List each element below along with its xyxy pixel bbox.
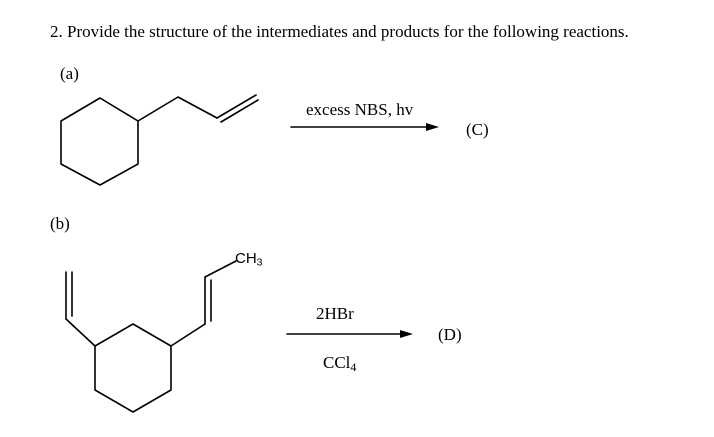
- arrowhead-a: [426, 123, 439, 131]
- part-b-solvent-main: CCl: [323, 353, 351, 372]
- part-a-conditions: excess NBS, hv: [306, 100, 414, 119]
- part-a-product: (C): [466, 120, 489, 139]
- part-b-product: (D): [438, 325, 462, 344]
- methyl-bond-b: [205, 261, 236, 277]
- allyl-chain-a: [138, 97, 217, 121]
- cyclohexane-ring-a: [61, 98, 138, 185]
- vinyl-bond-b: [66, 319, 95, 346]
- cyclohexane-ring-b: [95, 324, 171, 412]
- part-a-label: (a): [60, 64, 79, 83]
- part-b-conditions-top: 2HBr: [316, 304, 354, 323]
- methyl-label-main: CH: [235, 250, 257, 267]
- part-b-label: (b): [50, 214, 70, 233]
- methyl-label-sub: 3: [256, 256, 263, 269]
- part-b-solvent-sub: 4: [350, 359, 357, 374]
- alkene-double-bond-a: [221, 100, 258, 122]
- alkene-bond-a: [217, 95, 256, 118]
- propenyl-bond-b: [171, 324, 205, 346]
- question-text: 2. Provide the structure of the intermediates and products for the following reactions.: [50, 22, 629, 41]
- arrowhead-b: [400, 330, 413, 338]
